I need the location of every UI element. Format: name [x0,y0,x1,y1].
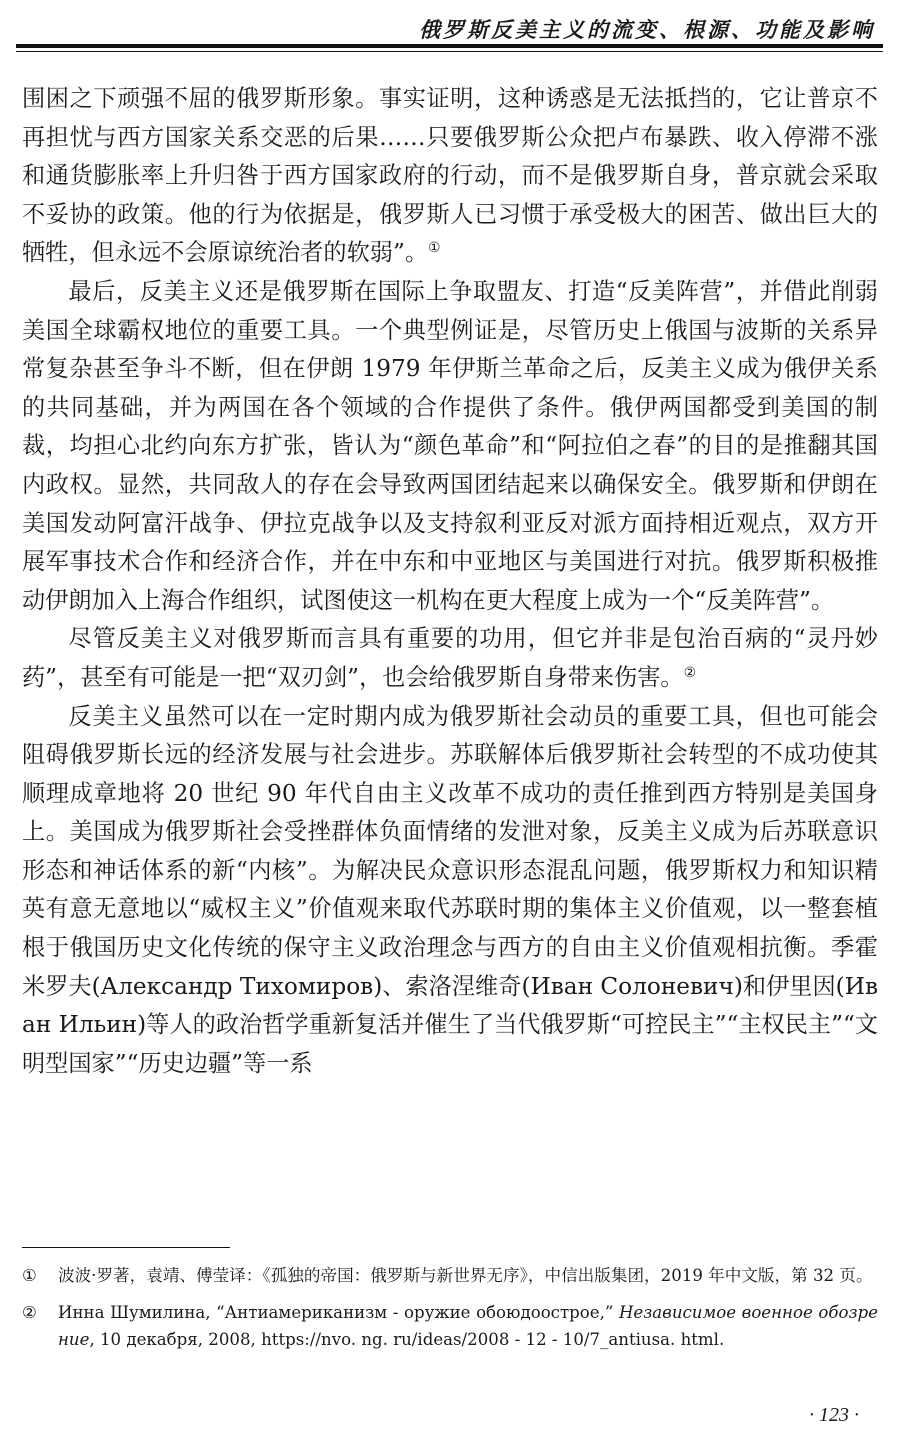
footnotes [22,1262,878,1363]
header-rule-thick [16,44,883,48]
footnote-ref-2: ② [683,664,697,681]
journal-title: Независимое военное обозрение [58,1303,878,1349]
paragraph-2: 最后，反美主义还是俄罗斯在国际上争取盟友、打造“反美阵营”，并借此削弱美国全球霸权地位的重要工具。一个典型例证是，尽管历史上俄国与波斯的关系异常复杂甚至争斗不断，但在伊朗 1979 年伊斯兰革命之后，反美主义成为俄伊关系的共同基础，并为两国在各个领域的合作提供了条件。俄伊两国都受到美国的制裁，均担心北约向东方扩张，皆认为“颜色革命”和“阿拉伯之春”的目的是推翻其国内政权。显然，共同敌人的存在会导致两国团结起来以确保安全。俄罗斯和伊朗在美国发动阿富汗战争、伊拉克战争以及支持叙利亚反对派方面持相近观点，双方开展军事技术合作和经济合作，并在中东和中亚地区与美国进行对抗。俄罗斯积极推动伊朗加入上海合作组织，试图使这一机构在更大程度上成为一个“反美阵营”。 [22,277,878,614]
footnote-text: 波波·罗著，袁靖、傅莹译：《孤独的帝国：俄罗斯与新世界无序》，中信出版集团，2019 年中文版，第 32 页。 [58,1266,873,1285]
footnote-1 [22,1262,878,1289]
running-title: 俄罗斯反美主义的流变、根源、功能及影响 [419,17,875,42]
paragraph-4: 反美主义虽然可以在一定时期内成为俄罗斯社会动员的重要工具，但也可能会阻碍俄罗斯长远的经济发展与社会进步。苏联解体后俄罗斯社会转型的不成功使其顺理成章地将 20 世纪 90 年代自由主义改革不成功的责任推到西方特别是美国身上。美国成为俄罗斯社会受挫群体负面情绪的发泄对象，反美主义成为后苏联意识形态和神话体系的新“内核”。为解决民众意识形态混乱问题，俄罗斯权力和知识精英有意无意地以“威权主义”价值观来取代苏联时期的集体主义价值观，以一整套植根于俄国历史文化传统的保守主义政治理念与西方的自由主义价值观相抗衡。季霍米罗夫(Александр Тихомиров)、索洛涅维奇(Иван Солоневич)和伊里因(Иван Ильин)等人的政治哲学重新复活并催生了当代俄罗斯“可控民主”“主权民主”“文明型国家”“历史边疆”等一系 [22,702,878,1077]
main-text [22,80,878,1083]
footnote-separator [22,1247,230,1248]
footnote-text: Инна Шумилина, “Антиамериканизм - оружие обоюдоострое,” Независимое военное обозрение, 10 декабря, 2008, https://nvo. ng. ru/ideas/2008 - 12 - 10/7_antiusa. html. [58,1303,878,1349]
paragraph-3: 尽管反美主义对俄罗斯而言具有重要的功用，但它并非是包治百病的“灵丹妙药”，甚至有可能是一把“双刃剑”，也会给俄罗斯自身带来伤害。② [22,625,878,691]
footnote-mark: ① [22,1266,37,1285]
footnote-mark: ② [22,1303,37,1322]
header-rule-thin [16,51,883,52]
footnote-ref-1: ① [428,240,441,257]
footnote-2 [22,1299,878,1353]
paragraph-1: 围困之下顽强不屈的俄罗斯形象。事实证明，这种诱惑是无法抵挡的，它让普京不再担忧与西方国家关系交恶的后果……只要俄罗斯公众把卢布暴跌、收入停滞不涨和通货膨胀率上升归咎于西方国家政府的行动，而不是俄罗斯自身，普京就会采取不妥协的政策。他的行为依据是，俄罗斯人已习惯于承受极大的困苦、做出巨大的牺牲，但永远不会原谅统治者的软弱”。① [22,85,878,267]
page-number: · 123 · [809,1404,859,1426]
